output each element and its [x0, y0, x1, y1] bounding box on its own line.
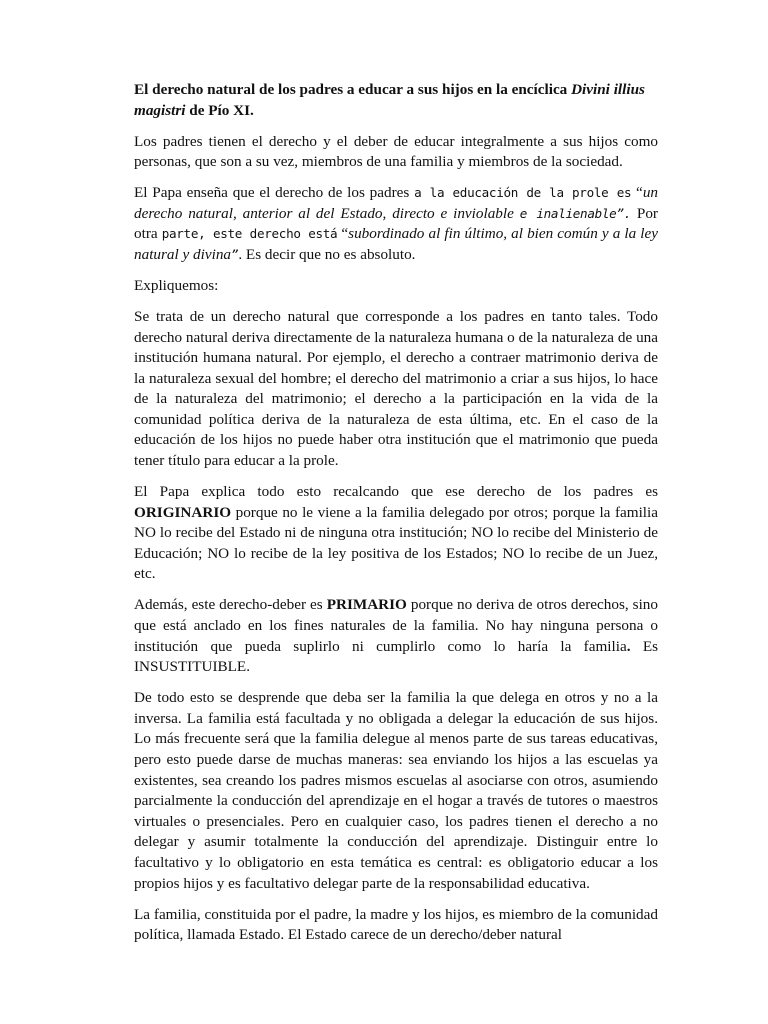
p2-text-mono-2: parte, este derecho está: [161, 226, 338, 242]
title-text: El derecho natural de los padres a educar a sus hijos en la encíclica: [134, 81, 572, 98]
p2-quote-close-2: ”: [231, 246, 239, 262]
p2-quote-open: “: [631, 184, 643, 202]
paragraph-7: De todo esto se desprende que deba ser la familia la que delega en otros y no a la inversa. La familia está facultada y no obligada a delegar la educación de sus hijos. Lo más frecuente será que la familia delegue al menos parte de sus tareas educativas, pero esto puede darse de muchas maneras: sea enviando los hijos a las escuelas ya existentes, sea creando los padres mismos escuelas al asociarse con otros, asumiendo parcialmente la conducción del aprendizaje en el hogar a través de tutores o maestros virtuales o presenciales. Pero en cualquier caso, los padres tienen el derecho a no delegar y asumir totalmente la conducción del aprendizaje. Distinguir entre lo facultativo y lo obligatorio en esta temática es central: es obligatorio educar a los propios hijos y es facultativo delegar parte de la responsabilidad educativa.: [134, 689, 658, 892]
paragraph-6: [134, 595, 658, 677]
paragraph-2: [134, 183, 658, 265]
p6-emphasis-primario: PRIMARIO: [326, 596, 407, 614]
p2-quote-text: un derecho natural, anterior al del Estado, directo e inviolable: [134, 184, 658, 222]
document-title: [134, 80, 658, 121]
paragraph-8: La familia, constituida por el padre, la madre y los hijos, es miembro de la comunidad política, llamada Estado. El Estado carece de un derecho/deber natural: [134, 905, 658, 944]
p2-text-end: . Es decir que no es absoluto.: [238, 245, 416, 263]
paragraph-5: [134, 482, 658, 585]
p2-quote-text-2: subordinado al fin último, al bien común y a la ley natural y divina: [134, 225, 658, 263]
p6-text: Además, este derecho-deber es: [134, 596, 327, 614]
p5-text-end: porque no le viene a la familia delegado por otros; porque la familia NO lo recibe del Estado ni de ninguna otra institución; NO lo recibe del Ministerio de Educación; NO lo recibe de la ley positiva de los Estados; NO lo recibe de un Juez, etc.: [134, 503, 658, 583]
paragraph-4: Se trata de un derecho natural que corresponde a los padres en tanto tales. Todo derecho natural deriva directamente de la naturaleza humana o de la naturaleza de una institución humana natural. Por ejemplo, el derecho a contraer matrimonio deriva de la naturaleza sexual del hombre; el derecho del matrimonio a criar a sus hijos, lo hace de la naturaleza del matrimonio; el derecho a la participación en la vida de la comunidad política deriva de la naturaleza de esta última, etc. En el caso de la educación de los hijos no puede haber otra institución que el matrimonio que pueda tener título para educar a la prole.: [134, 307, 658, 470]
paragraph-3: Expliquemos:: [134, 276, 219, 294]
p2-quote-open-2: “: [337, 225, 349, 243]
p2-quote-text-mono: e inalienable”.: [519, 205, 632, 221]
p2-text-continued: Por otra: [134, 204, 658, 243]
p5-text: El Papa explica todo esto recalcando que ese derecho de los padres es: [134, 483, 658, 501]
title-encyclical-name: Divini illius magistri: [134, 81, 645, 119]
p6-text-middle: porque no deriva de otros derechos, sino que está anclado en los fines naturales de la familia. No hay ninguna persona o institución que pueda suplirlo ni cumplirlo como lo haría la familia: [134, 596, 658, 655]
paragraph-1: Los padres tienen el derecho y el deber de educar integralmente a sus hijos como personas, que son a su vez, miembros de una familia y miembros de la sociedad.: [134, 132, 658, 171]
document-body: [134, 80, 658, 956]
p5-emphasis-originario: ORIGINARIO: [134, 503, 232, 521]
p2-text-mono: a la educación de la prole es: [414, 185, 632, 201]
p2-text: El Papa enseña que el derecho de los padres: [134, 184, 415, 202]
p6-text-end: Es INSUSTITUIBLE.: [134, 637, 659, 676]
p6-bold-period: .: [626, 637, 631, 655]
title-text-end: de Pío XI.: [185, 101, 254, 119]
